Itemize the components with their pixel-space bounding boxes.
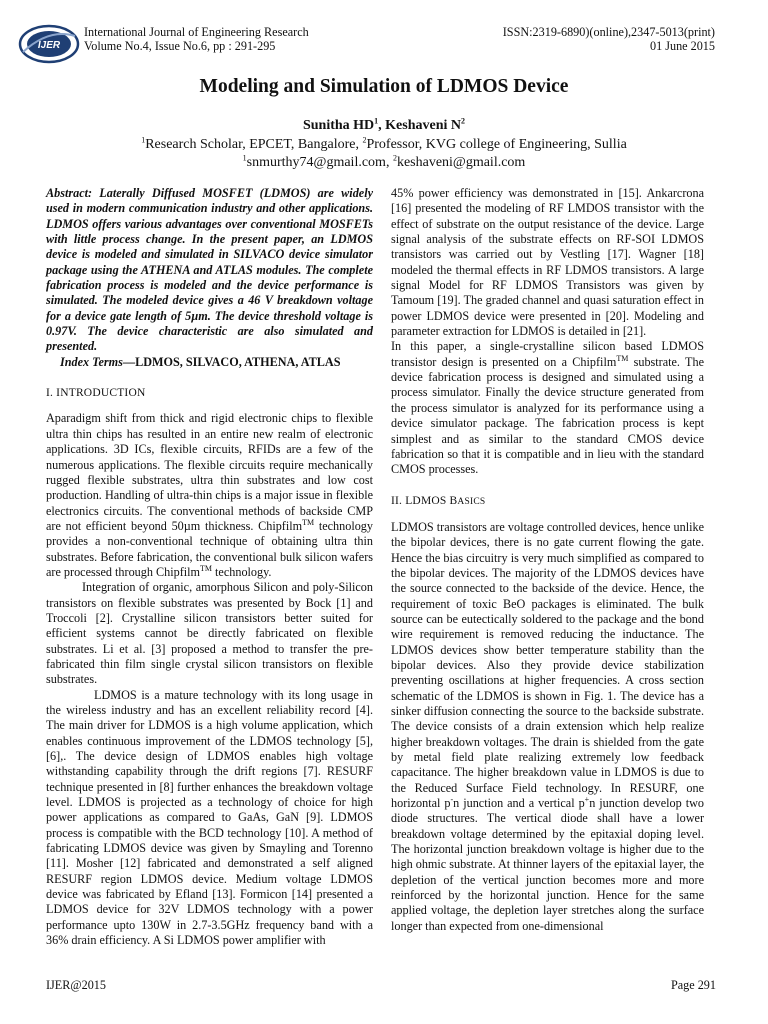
author-2: Keshaveni N — [385, 118, 462, 133]
authors — [0, 118, 768, 134]
header-journal-info — [84, 25, 309, 53]
minus-sup: - — [450, 795, 454, 804]
basics-text-b: n junction and a vertical p — [453, 796, 585, 811]
author-1-sup: 1 — [374, 116, 379, 126]
email-1-sup: 1 — [242, 153, 247, 163]
volume-issue: Volume No.4, Issue No.6, pp : 291-295 — [84, 39, 276, 53]
tm-sup: TM — [616, 353, 629, 363]
paper-title: Modeling and Simulation of LDMOS Device — [199, 76, 569, 97]
intro-paragraph-2: Integration of organic, amorphous Silicon and poly-Silicon transistors on flexible substrates was presented by Bock [1] and Troccoli [2]. Crystalline silicon transistors better suited for efficient systems cannot be directly fabricated on flexible substrates. Li et al. [3] proposed a method to transfer the pre-fabricated thin film single crystal silicon transistors on flexible substrates. — [46, 580, 373, 687]
plus-sup: + — [584, 795, 590, 804]
section-heading-ldmos-basics — [391, 494, 704, 510]
tm-sup: TM — [200, 563, 212, 573]
index-terms — [46, 355, 373, 370]
basics-paragraph — [391, 520, 704, 934]
email-2[interactable]: keshaveni@gmail.com — [396, 155, 526, 170]
intro-p1-text-a: Aparadigm shift from thick and rigid electronic chips to flexible ultra thin chips has resulted in an entire new realm of electronic applications. 3D ICs, flexible circuits, RFIDs are a few of the numerous applications. The flexible circuits require mechanically rugged flexible substrates, ultra thin substrates and low cost production. Handling of ultra-thin chips is a major issue in flexible electronics circuits. The conventional methods of backside CMP are not efficient beyond 50µm thickness. Chipfilm — [46, 411, 373, 533]
right-column — [391, 186, 704, 934]
basics-text-a: LDMOS transistors are voltage controlled devices, hence unlike the bipolar devices, there is no gate current flowing the gate. Hence the bias circuitry is very much simplified as compared to the bipolar devices. The majority of the LDMOS devices have the source connected to the backside of the device. Hence, the requirement of toxic BeO packages is eliminated. The bulk source can be eutectically soldered to the package and the bond wire requirement is removed reducing the inductance. The LDMOS devices show better temperature stability than the bipolar devices. Also they provide device stabilization preventing oscillations at higher frequencies. A cross section schematic of the LDMOS is shown in Fig. 1. The device has a sinker diffusion connecting the source to the backside substrate. The device consists of a drain extension which help realize higher breakdown voltages. The drain is shielded from the gate by metal field plate realizing extremely low feedback capacitance. The higher breakdown value in LDMOS is due to the Reduced Surface Field technology. In RESURF, one horizontal p — [391, 519, 704, 811]
footer-page-number: Page 291 — [670, 978, 716, 992]
index-terms-label: Index Terms — [60, 354, 123, 369]
affil-2: Professor, KVG college of Engineering, Sullia — [366, 137, 627, 152]
left-column — [46, 186, 373, 949]
author-1: Sunitha HD — [302, 118, 375, 133]
issn: ISSN:2319-6890)(online),2347-5013(print) — [502, 25, 715, 39]
email-1[interactable]: snmurthy74@gmail.com, — [246, 155, 393, 170]
footer-copyright: IJER@2015 — [46, 978, 106, 992]
affiliations — [0, 137, 768, 153]
logo-text: IJER — [37, 40, 61, 51]
right-paragraph-2 — [391, 339, 704, 477]
tm-sup: TM — [302, 517, 315, 527]
email-2-sup: 2 — [392, 153, 397, 163]
affil-1-sup: 1 — [141, 135, 146, 145]
journal-name: International Journal of Engineering Research — [84, 25, 309, 39]
intro-paragraph-1 — [46, 411, 373, 580]
affil-1: Research Scholar, EPCET, Bangalore, — [145, 137, 363, 152]
section-2-title: II. LDMOS B — [391, 494, 458, 507]
author-separator: , — [378, 118, 386, 133]
header-issn-info — [503, 25, 715, 53]
affil-2-sup: 2 — [362, 135, 367, 145]
abstract: Abstract: Laterally Diffused MOSFET (LDMOS) are widely used in modern communication industry and other applications. LDMOS offers various advantages over conventional MOSFETs with little process change. In the present paper, an LDMOS device is modeled and simulated in SILVACO device simulator package using the ATHENA and ATLAS modules. The complete fabrication process is modeled and the device performance is simulated. The modeled device gives a 46 V breakdown voltage for a device gate length of 5µm. The device threshold voltage is 0.97V. The device characteristic are also simulated and presented. — [46, 186, 373, 354]
intro-paragraph-3: LDMOS is a mature technology with its long usage in the wireless industry and has an excellent reliability record [4]. The main driver for LDMOS is a high volume application, which enables continuous improvement of the LDMOS technology [5], [6],. The device design of LDMOS enables high voltage withstanding capability through the drift regions [7]. RESURF technique presented in [8] further enhances the breakdown voltage level. LDMOS is projected as a technology of choice for high power applications as compared to GaAs, GaN [9]. LDMOS process is compatible with the BCD technology [10]. A method of fabricating LDMOS device was given by Smayling and Torenno [11]. Mosher [12] fabricated and demonstrated a self aligned RESURF region LDMOS device. Medium voltage LDMOS device was fabricated by Efland [13]. Formicon [14] presented a LDMOS device for 32V LDMOS technology with a power performance upto 130W in 2.7-3.5GHz frequency band with a 36% drain efficiency. A Si LDMOS power amplifier with — [46, 687, 373, 948]
right-paragraph-1: 45% power efficiency was demonstrated in [15]. Ankarcrona [16] presented the modeling of RF LMDOS transistor with the effect of substrate on the output resistance of the device. Large signal analysis of the substrate effects on RF-SOI LDMOS transistors was carried out by Vestling [17]. Wagner [18] modeled the thermal effects in RF LDMOS transistors. A large signal Model for RF LDMOS Transistors was given by Tamoum [19]. The graded channel and quasi saturation effect in power LDMOS device were presented in [20]. Modeling and parameter extraction for LDMOS is detailed in [21]. — [391, 186, 704, 339]
publication-date: 01 June 2015 — [650, 39, 715, 53]
emails — [0, 155, 768, 171]
section-heading-introduction: I. INTRODUCTION — [46, 387, 146, 400]
section-2-title-smallcaps: ASICS — [457, 496, 486, 507]
intro-p1-text-c: technology. — [212, 564, 272, 579]
right-p2-text-b: substrate. The device fabrication process is designed and simulated using a process simulator. Finally the device structure generated from the process simulator is analyzed for its performance using a device simulator package. The fabrication process is kept simplest and as similar to the standard CMOS device fabrication so that it is compatible and in lieu with the standard CMOS processes. — [391, 354, 704, 477]
basics-text-c: n junction develop two diode structures. The vertical diode shall have a lower breakdown voltage determined by the epitaxial doping level. The horizontal junction breakdown voltage is higher due to the high ohmic substrate. At thinner layers of the epitaxial layer, the depletion of the vertical junction becomes more and more reinforced by the horizontal junction. Hence for the same applied voltage, the depletion layer stretches along the surface longer than expected from one-dimensional — [391, 796, 704, 933]
index-terms-list: —LDMOS, SILVACO, ATHENA, ATLAS — [122, 354, 341, 369]
right-p2-text-a: In this paper, a single-crystalline silicon based LDMOS transistor design is presented on a Chipfilm — [391, 339, 704, 369]
intro-p1-text-b: technology provides a non-conventional technique of obtaining ultra thin substrates. Before fabrication, the conventional bulk silicon wafers are processed through Chipfilm — [46, 518, 373, 579]
journal-logo — [17, 22, 81, 66]
author-2-sup: 2 — [461, 116, 466, 126]
